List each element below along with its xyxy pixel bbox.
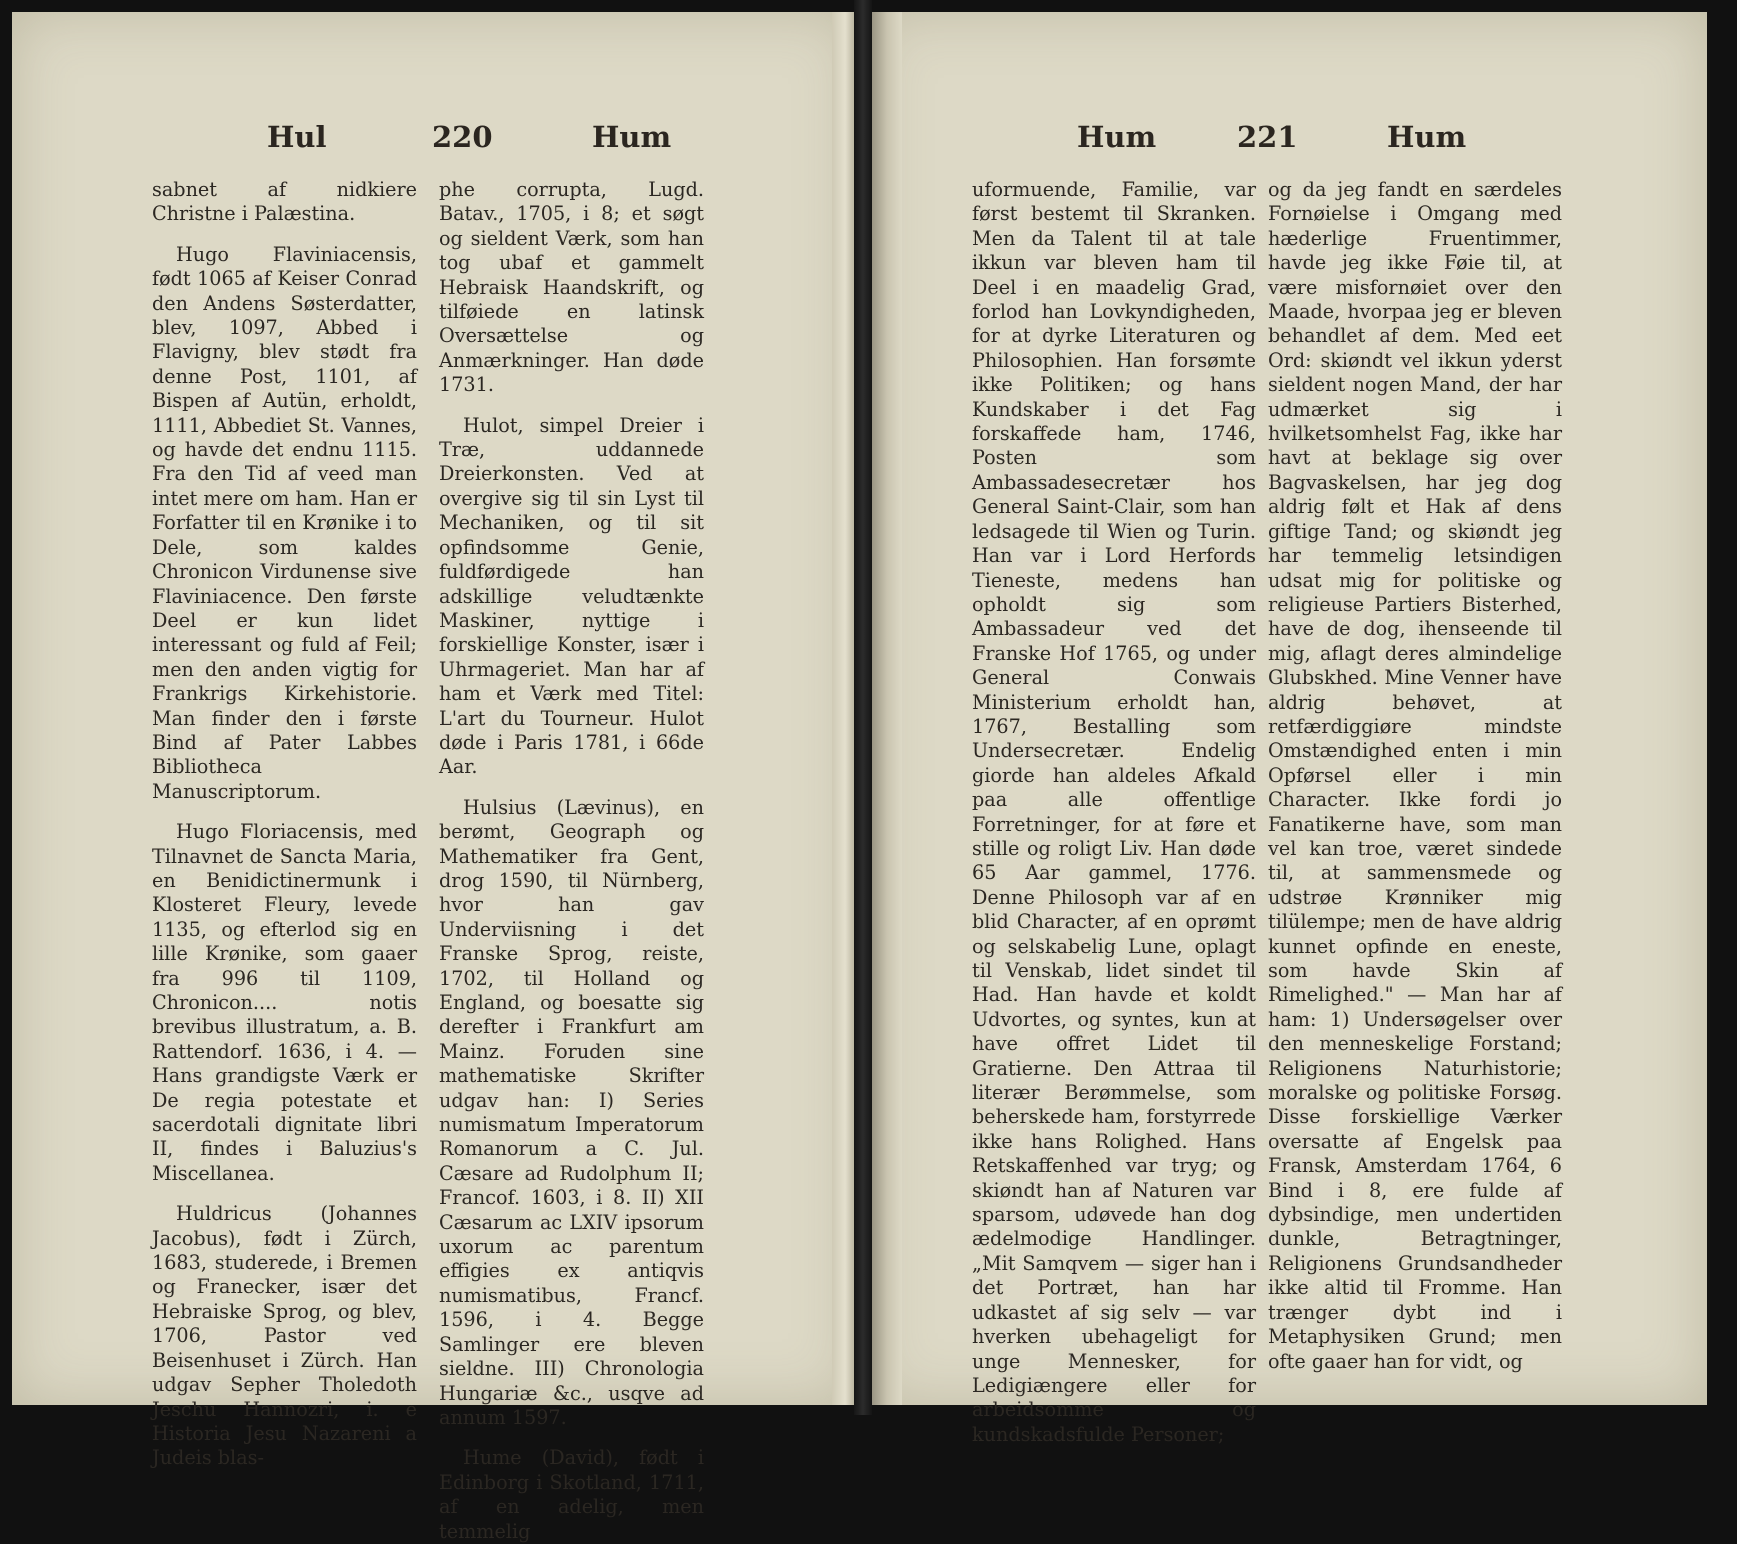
entry-continuation: og da jeg fandt en særdeles Fornøielse i Omgang med hæderlige Fruentimmer, havde jeg ikke Føie til, at være misfornøiet over den Maade, hvorpaa jeg er bleven behandlet af dem. Med eet Ord: skiøndt vel ikkun yderst sieldent nogen Mand, der har udmærket sig i hvilketsomhelst Fag, ikke har havt at beklage sig over Bagvaskelsen, har jeg dog aldrig følt et Hak af dens giftige Tand; og skiøndt jeg har temmelig letsindigen udsat mig for politiske og religieuse Partiers Bisterhed, have de dog, ihenseende til mig, aflagt deres almindelige Glubskhed. Mine Venner have aldrig behøvet, at retfærdiggiøre mindste Omstændighed enten i min Opførsel eller i min Character. Ikke fordi jo Fanatikerne have, som man vel kan troe, været sindede til, at sammensmede og udstrøe Krønniker mig tilülempe; men de have aldrig kunnet opfinde en eneste, som havde Skin af Rimelighed." — Man har af ham: 1) Undersøgelser over den menneskelige Forstand; Religionens Naturhistorie; moralske og politiske Forsøg. Disse forskiellige Værker oversatte af Engelsk paa Fransk, Amsterdam 1764, 6 Bind i 8, ere fulde af dybsindige, men undertiden dunkle, Betragtninger, Religionens Grundsandheder ikke altid til Fromme. Han trænger dybt ind i Metaphysiken Grund; men ofte gaaer han for vidt, og	[1268, 178, 1562, 1373]
right-header-right-word: Hum	[1387, 120, 1467, 154]
entry-huldricus: Huldricus (Johannes Jacobus), født i Zürch, 1683, studerede, i Bremen og Franecker, især det Hebraiske Sprog, og blev, 1706, Pastor ved Beisenhuset i Zürch. Han udgav Sepher Tholedoth Jeschu Hannozri, i. e Historia Jesu Nazareni a Judeis blas-	[152, 1202, 417, 1470]
entry-continuation: uformuende, Familie, var først bestemt til Skranken. Men da Talent til at tale ikkun var bleven ham til Deel i en maadelig Grad, forlod han Lovkyndigheden, for at dyrke Literaturen og Philosophien. Han forsømte ikke Politiken; og hans Kundskaber i det Fag forskaffede ham, 1746, Posten som Ambassadesecretær hos General Saint-Clair, som han ledsagede til Wien og Turin. Han var i Lord Herfords Tieneste, medens han opholdt sig som Ambassadeur ved det Franske Hof 1765, og under General Conwais Ministerium erholdt han, 1767, Bestalling som Undersecretær. Endelig giorde han aldeles Afkald paa alle offentlige Forretninger, for at føre et stille og roligt Liv. Han døde 65 Aar gammel, 1776. Denne Philosoph var af en blid Character, af en oprømt og selskabelig Lune, oplagt til Venskab, lidet sindet til Had. Han havde et koldt Udvortes, og syntes, kun at have offret Lidet til Gratierne. Den Attraa til literær Berømmelse, som beherskede ham, forstyrrede ikke hans Rolighed. Hans Retskaffenhed var tryg; og skiøndt han af Naturen var sparsom, udøvede han dog ædelmodige Handlinger. „Mit Samqvem — siger han i det Portræt, han har udkastet af sig selv — var hverken ubehageligt for unge Mennesker, for Ledigiængere eller for arbeidsomme og kundskadsfulde Personer;	[972, 178, 1256, 1446]
entry-continuation: sabnet af nidkiere Christne i Palæstina.	[152, 178, 417, 226]
entry-continuation: phe corrupta, Lugd. Batav., 1705, i 8; et søgt og sieldent Værk, som han tog ubaf et gammelt Hebraisk Haandskrift, og tilføiede en latinsk Oversættelse og Anmærkninger. Han døde 1731.	[439, 178, 704, 397]
right-page-column-2	[1268, 178, 1562, 1374]
entry-hume: Hume (David), født i Edinborg i Skotland, 1711, af en adelig, men temmelig	[439, 1446, 704, 1543]
right-page-header	[972, 120, 1572, 166]
left-header-page-number: 220	[432, 120, 493, 154]
entry-hugo-floriacensis: Hugo Floriacensis, med Tilnavnet de Sancta Maria, en Benidictinermunk i Klosteret Fleury, levede 1135, og efterlod sig en lille Krønike, som gaaer fra 996 til 1109, Chronicon.... notis brevibus illustratum, a. B. Rattendorf. 1636, i 4. — Hans grandigste Værk er De regia potestate et sacerdotali dignitate libri II, findes i Baluzius's Miscellanea.	[152, 820, 417, 1185]
entry-hugo-flaviniacensis: Hugo Flaviniacensis, født 1065 af Keiser Conrad den Andens Søsterdatter, blev, 1097, Abbed i Flavigny, blev stødt fra denne Post, 1101, af Bispen af Autün, erholdt, 1111, Abbediet St. Vannes, og havde det endnu 1115. Fra den Tid af veed man intet mere om ham. Han er Forfatter til en Krønike i to Dele, som kaldes Chronicon Virdunense sive Flaviniacence. Den første Deel er kun lidet interessant og fuld af Feil; men den anden vigtig for Frankrigs Kirkehistorie. Man finder den i første Bind af Pater Labbes Bibliotheca Manuscriptorum.	[152, 242, 417, 803]
left-page-edge	[832, 12, 854, 1405]
entry-hulsius: Hulsius (Lævinus), en berømt, Geograph og Mathematiker fra Gent, drog 1590, til Nürnberg, hvor han gav Underviisning i det Franske Sprog, reiste, 1702, til Holland og England, og boesatte sig derefter i Frankfurt am Mainz. Foruden sine mathematiske Skrifter udgav han: I) Series numismatum Imperatorum Romanorum a C. Jul. Cæsare ad Rudolphum II; Francof. 1603, i 8. II) XII Cæsarum ac LXIV ipsorum uxorum ac parentum effigies ex antiqvis numismatibus, Francf. 1596, i 4. Begge Samlinger ere bleven sieldne. III) Chronologia Hungariæ &c., usqve ad annum 1597.	[439, 795, 704, 1429]
right-page-column-1	[972, 178, 1256, 1447]
left-header-right-word: Hum	[592, 120, 672, 154]
left-page-column-1	[152, 178, 417, 1471]
left-header-left-word: Hul	[267, 120, 327, 154]
left-page-column-2	[439, 178, 704, 1544]
book-spine	[854, 0, 872, 1415]
left-page	[12, 12, 854, 1543]
left-page-header	[152, 120, 752, 166]
entry-hulot: Hulot, simpel Dreier i Træ, uddannede Dreierkonsten. Ved at overgive sig til sin Lyst til Mechaniken, og til sit opfindsomme Genie, fuldførdigede han adskillige veludtænkte Maskiner, nyttige i forskiellige Konster, især i Uhrmageriet. Man har af ham et Værk med Titel: L'art du Tourneur. Hulot døde i Paris 1781, i 66de Aar.	[439, 413, 704, 779]
right-header-left-word: Hum	[1077, 120, 1157, 154]
right-header-page-number: 221	[1237, 120, 1298, 154]
right-page	[872, 12, 1707, 1446]
right-page-gutter	[872, 12, 902, 1405]
